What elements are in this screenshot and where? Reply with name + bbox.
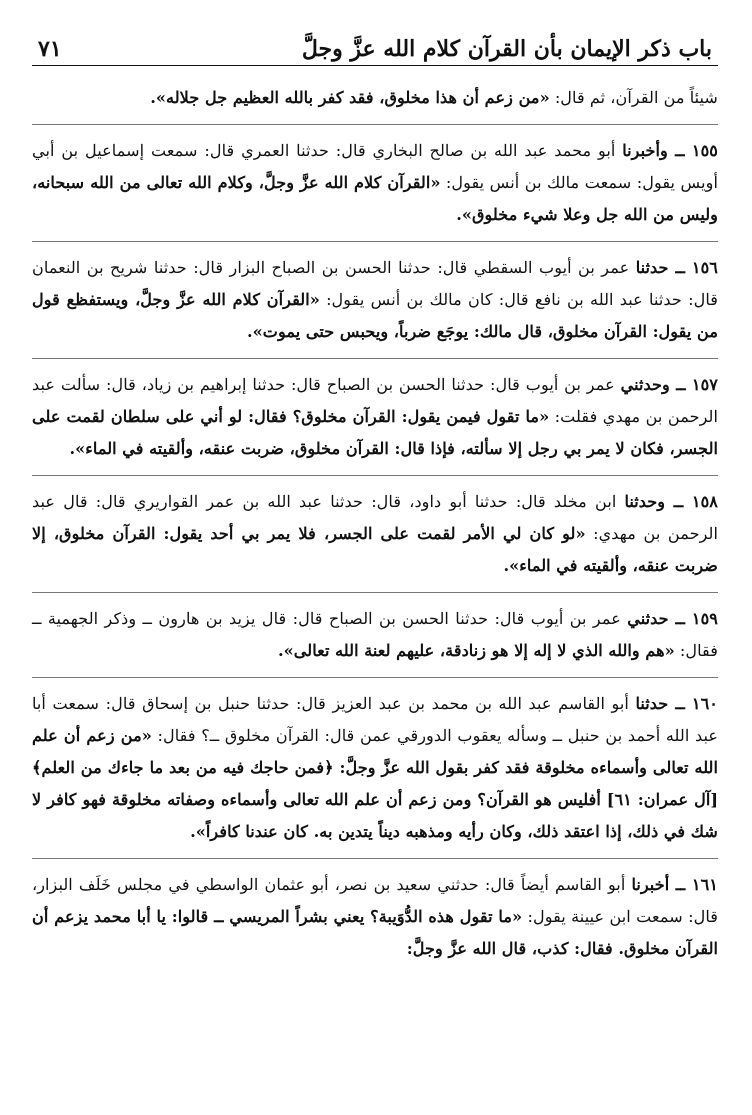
hadith-matn: «لو كان لي الأمر لقمت على الجسر، فلا يمر بي أحد يقول: القرآن مخلوق، إلا ضربت عنقه، وألقيته في الماء». xyxy=(32,524,718,575)
hadith-161 xyxy=(32,863,718,971)
hadith-155 xyxy=(32,129,718,237)
hadith-keyword: حدثنا xyxy=(635,258,669,277)
page-number: ٧١ xyxy=(38,35,62,62)
separator xyxy=(32,124,718,125)
hadith-dash: ــ xyxy=(669,875,692,894)
hadith-dash: ــ xyxy=(668,694,692,713)
hadith-matn: «القرآن كلام الله عزَّ وجلَّ، ويستفظع قول من يقول: القرآن مخلوق، قال مالك: يوجَع ضرباً، ويحبس حتى يموت». xyxy=(32,290,718,341)
hadith-isnad: أبو القاسم عبد الله بن محمد بن عبد العزيز قال: حدثنا حنبل بن إسحاق قال: سمعت أبا عبد الله أحمد بن حنبل ــ وسأله يعقوب الدورقي عمن قال: القرآن مخلوق ــ؟ فقال: xyxy=(32,694,718,745)
hadith-paragraph xyxy=(32,603,718,667)
hadith-number: ١٥٧ xyxy=(691,375,718,394)
hadith-paragraph xyxy=(32,869,718,965)
hadith-dash: ــ xyxy=(667,141,692,160)
hadith-158 xyxy=(32,480,718,588)
separator xyxy=(32,475,718,476)
hadith-keyword: وحدثنا xyxy=(624,492,666,511)
hadith-160 xyxy=(32,682,718,854)
hadith-number: ١٦١ xyxy=(691,875,718,894)
hadith-isnad: عمر بن أيوب قال: حدثنا الحسن بن الصباح قال: قال يزيد بن هارون ــ وذكر الجهمية ــ فقال: xyxy=(32,609,718,660)
hadith-156 xyxy=(32,246,718,354)
hadith-isnad: أبو محمد عبد الله بن صالح البخاري قال: حدثنا العمري قال: سمعت إسماعيل بن أبي أويس يقول: سمعت مالك بن أنس يقول: xyxy=(32,141,718,192)
hadith-matn: «ما تقول هذه الدُّوَيبة؟ يعني بشراً المريسي ــ قالوا: يا أبا محمد يزعم أن القرآن مخلوق. فقال: كذب، قال الله عزَّ وجلَّ: xyxy=(32,907,718,958)
hadith-keyword: حدثني xyxy=(627,609,669,628)
hadith-isnad: ابن مخلد قال: حدثنا أبو داود، قال: حدثنا عبد الله بن عمر القواريري قال: قال عبد الرحمن بن مهدي: xyxy=(32,492,718,543)
hadith-dash: ــ xyxy=(669,375,692,394)
hadith-matn: «من زعم أن علم الله تعالى وأسماءه مخلوقة فقد كفر بقول الله عزَّ وجلَّ: ﴿فمن حاجك فيه من بعد ما جاءك من العلم﴾ [آل عمران: ٦١] أفليس هو القرآن؟ ومن زعم أن علم الله تعالى وأسماءه وصفاته مخلوقة فهو كافر لا شك في ذلك، إذا اعتقد ذلك، وكان رأيه ومذهبه ديناً يتدين به. كان عندنا كافراً». xyxy=(32,726,718,841)
hadith-number: ١٥٨ xyxy=(691,492,718,511)
separator xyxy=(32,677,718,678)
intro-quote: «من زعم أن هذا مخلوق، فقد كفر بالله العظيم جل جلاله». xyxy=(150,88,550,107)
hadith-keyword: وأخبرنا xyxy=(622,141,668,160)
hadith-number: ١٦٠ xyxy=(691,694,718,713)
hadith-keyword: حدثنا xyxy=(635,694,669,713)
separator xyxy=(32,358,718,359)
intro-text: شيئاً من القرآن، ثم قال: xyxy=(549,88,718,107)
hadith-number: ١٥٩ xyxy=(691,609,718,628)
hadith-keyword: أخبرنا xyxy=(631,875,670,894)
hadith-isnad: أبو القاسم أيضاً قال: حدثني سعيد بن نصر، أبو عثمان الواسطي في مجلس خَلَف البزار، قال: سمعت ابن عيينة يقول: xyxy=(32,875,719,926)
hadith-matn: «هم والله الذي لا إله إلا هو زنادقة، عليهم لعنة الله تعالى». xyxy=(278,641,675,660)
separator xyxy=(32,592,718,593)
hadith-dash: ــ xyxy=(665,492,692,511)
page-body xyxy=(32,66,718,971)
hadith-matn: «ما تقول فيمن يقول: القرآن مخلوق؟ فقال: لو أني على سلطان لقمت على الجسر، فكان لا يمر بي رجل إلا سألته، فإذا قال: القرآن مخلوق، ضربت عنقه، وألقيته في الماء». xyxy=(32,407,718,458)
hadith-keyword: وحدثني xyxy=(620,375,670,394)
separator xyxy=(32,858,718,859)
hadith-paragraph xyxy=(32,252,718,348)
hadith-paragraph xyxy=(32,135,718,231)
hadith-isnad: عمر بن أيوب السقطي قال: حدثنا الحسن بن الصباح البزار قال: حدثنا شريح بن النعمان قال: حدثنا عبد الله بن نافع قال: كان مالك بن أنس يقول: xyxy=(32,258,718,309)
hadith-157 xyxy=(32,363,718,471)
hadith-isnad: عمر بن أيوب قال: حدثنا الحسن بن الصباح قال: حدثنا إبراهيم بن زياد، قال: سألت عبد الرحمن بن مهدي فقلت: xyxy=(32,375,718,426)
hadith-159 xyxy=(32,597,718,673)
hadith-number: ١٥٥ xyxy=(691,141,718,160)
hadith-number: ١٥٦ xyxy=(691,258,718,277)
chapter-title: باب ذكر الإيمان بأن القرآن كلام الله عزَّ وجلَّ xyxy=(301,35,712,62)
hadith-matn: «القرآن كلام الله عزَّ وجلَّ، وكلام الله تعالى من الله سبحانه، وليس من الله جل وعلا شيء مخلوق». xyxy=(32,173,718,224)
hadith-dash: ــ xyxy=(668,609,692,628)
hadith-paragraph xyxy=(32,688,718,848)
hadith-dash: ــ xyxy=(668,258,692,277)
hadith-paragraph xyxy=(32,369,718,465)
separator xyxy=(32,241,718,242)
intro-block xyxy=(32,76,718,120)
intro-paragraph xyxy=(32,82,718,114)
running-header xyxy=(32,20,718,66)
hadith-paragraph xyxy=(32,486,718,582)
